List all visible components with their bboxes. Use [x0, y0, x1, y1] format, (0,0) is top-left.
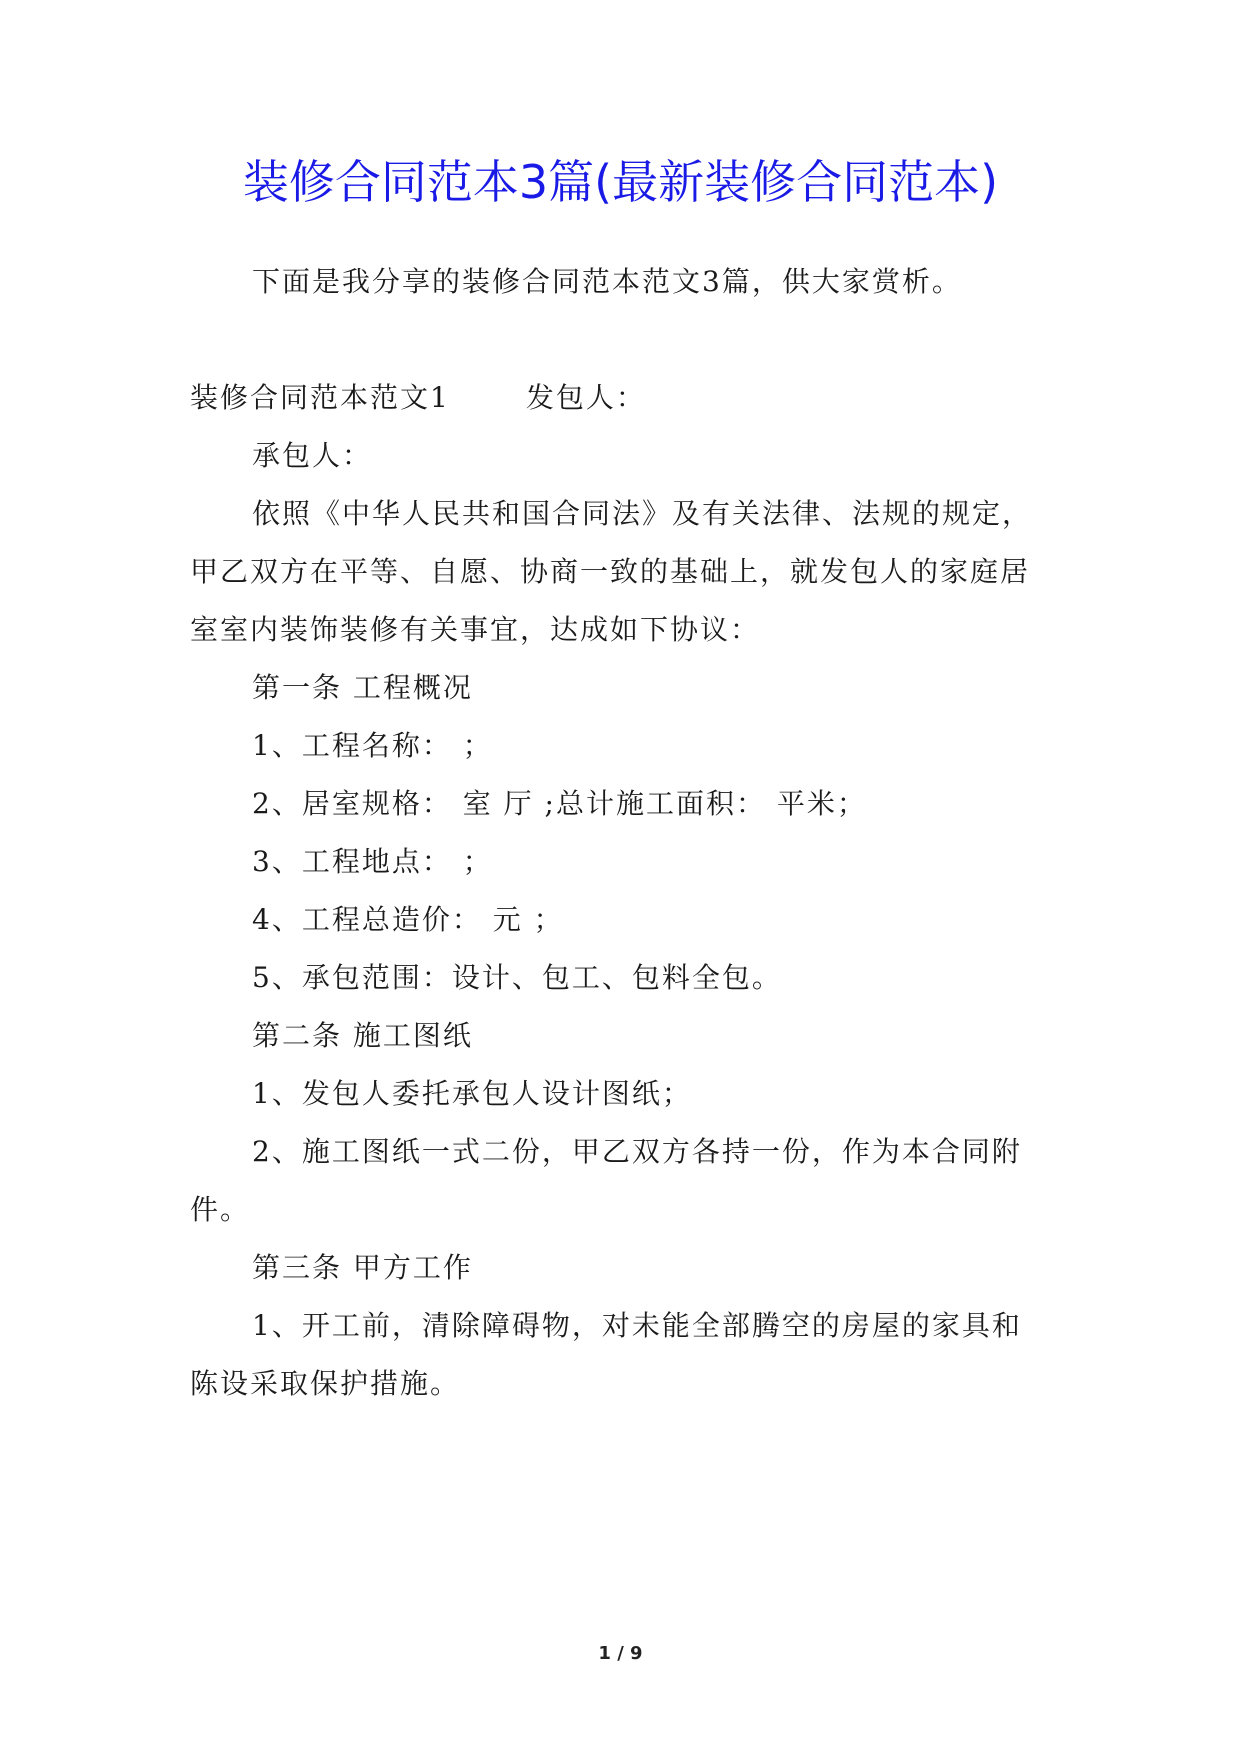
article-1-item-4: 4、工程总造价： 元 ；: [252, 903, 564, 936]
preamble-line-1: 依照《中华人民共和国合同法》及有关法律、法规的规定，: [252, 497, 1033, 530]
article-1-heading: 第一条 工程概况: [252, 671, 473, 704]
article-2-item-2-line-1: 2、施工图纸一式二份，甲乙双方各持一份，作为本合同附: [252, 1135, 1022, 1168]
article-1-item-5: 5、承包范围：设计、包工、包料全包。: [252, 961, 782, 994]
article-2-item-2-line-2: 件。: [190, 1193, 251, 1226]
article-1-item-3: 3、工程地点： ；: [252, 845, 493, 878]
contractor-field: 承包人：: [252, 439, 373, 472]
article-1-item-1: 1、工程名称： ；: [252, 729, 493, 762]
article-3-heading: 第三条 甲方工作: [252, 1251, 473, 1284]
page-number: 1 / 9: [598, 1643, 643, 1664]
section-1-label: 装修合同范本范文1: [190, 381, 450, 414]
intro-paragraph: 下面是我分享的装修合同范本范文3篇，供大家赏析。: [252, 265, 962, 298]
preamble-line-3: 室室内装饰装修有关事宜，达成如下协议：: [190, 613, 761, 646]
section-1-line: [190, 378, 646, 418]
article-2-item-1: 1、发包人委托承包人设计图纸；: [252, 1077, 692, 1110]
article-2-heading: 第二条 施工图纸: [252, 1019, 473, 1052]
preamble-line-2: 甲乙双方在平等、自愿、协商一致的基础上，就发包人的家庭居: [190, 555, 1031, 588]
article-3-item-1-line-2: 陈设采取保护措施。: [190, 1367, 461, 1400]
article-3-item-1-line-1: 1、开工前，清除障碍物，对未能全部腾空的房屋的家具和: [252, 1309, 1022, 1342]
employer-field: 发包人：: [525, 381, 646, 414]
article-1-item-2: 2、居室规格： 室 厅 ;总计施工面积： 平米；: [252, 787, 867, 820]
document-title: 装修合同范本3篇(最新装修合同范本): [242, 155, 999, 209]
